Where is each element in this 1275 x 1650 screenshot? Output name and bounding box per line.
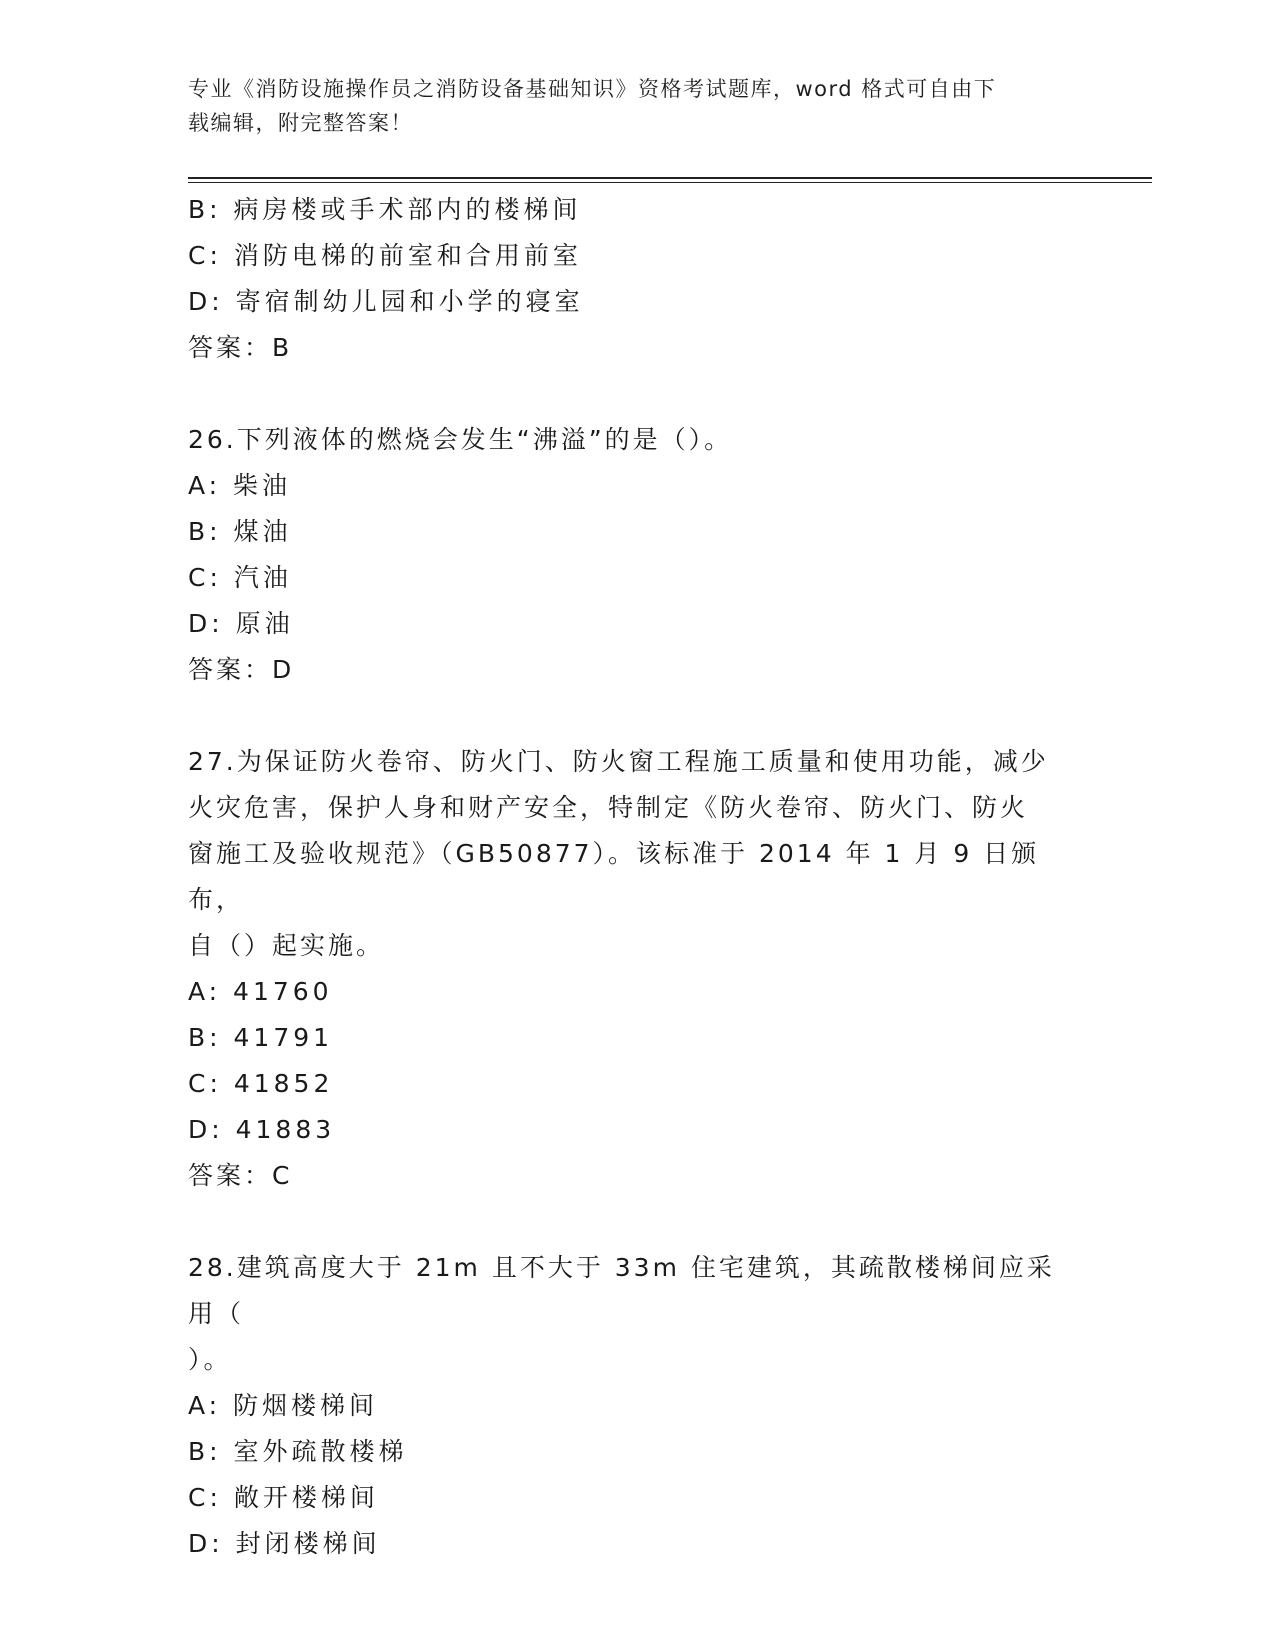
- question-stem-line: ）。: [188, 1345, 232, 1374]
- option-c: C: 敞开楼梯间: [188, 1483, 379, 1512]
- question-28: [188, 1245, 1088, 1567]
- option-a: A: 41760: [188, 977, 333, 1006]
- option-d: D: 原油: [188, 609, 294, 638]
- answer-line: 答案：C: [188, 1161, 293, 1190]
- question-stem-line: 27.为保证防火卷帘、防火门、防火窗工程施工质量和使用功能，减少: [188, 747, 1049, 776]
- question-stem-line: 火灾危害，保护人身和财产安全，特制定《防火卷帘、防火门、防火: [188, 793, 1029, 822]
- answer-line: 答案：D: [188, 655, 295, 684]
- header-line-2: 载编辑，附完整答案！: [188, 111, 413, 135]
- question-stem-line: 28.建筑高度大于 21m 且不大于 33m 住宅建筑，其疏散楼梯间应采用（: [188, 1253, 1055, 1328]
- option-d: D: 封闭楼梯间: [188, 1529, 381, 1558]
- option-d: D: 41883: [188, 1115, 336, 1144]
- question-stem-line: 窗施工及验收规范》（GB50877）。该标准于 2014 年 1 月 9 日颁布，: [188, 839, 1040, 914]
- spacer: [188, 693, 1088, 739]
- answer-line: 答案：B: [188, 333, 293, 362]
- header-divider-thick: [188, 177, 1152, 179]
- question-25-tail: [188, 187, 1088, 371]
- option-b: B: 室外疏散楼梯: [188, 1437, 408, 1466]
- option-c: C: 41852: [188, 1069, 334, 1098]
- spacer: [188, 1199, 1088, 1245]
- option-c: C: 汽油: [188, 563, 292, 592]
- spacer: [188, 371, 1088, 417]
- option-c: C: 消防电梯的前室和合用前室: [188, 241, 582, 270]
- option-a: A: 柴油: [188, 471, 292, 500]
- question-stem: 26.下列液体的燃烧会发生“沸溢”的是（）。: [188, 425, 733, 454]
- question-26: [188, 417, 1088, 693]
- option-d: D: 寄宿制幼儿园和小学的寝室: [188, 287, 584, 316]
- header-divider-thin: [188, 182, 1152, 183]
- option-b: B: 病房楼或手术部内的楼梯间: [188, 195, 582, 224]
- header-line-1: 专业《消防设施操作员之消防设备基础知识》资格考试题库，word 格式可自由下: [188, 77, 997, 101]
- option-b: B: 41791: [188, 1023, 334, 1052]
- option-b: B: 煤油: [188, 517, 292, 546]
- document-header: [188, 72, 1068, 140]
- option-a: A: 防烟楼梯间: [188, 1391, 379, 1420]
- question-stem-line: 自（）起实施。: [188, 931, 385, 960]
- question-content: [188, 187, 1088, 1567]
- question-27: [188, 739, 1088, 1199]
